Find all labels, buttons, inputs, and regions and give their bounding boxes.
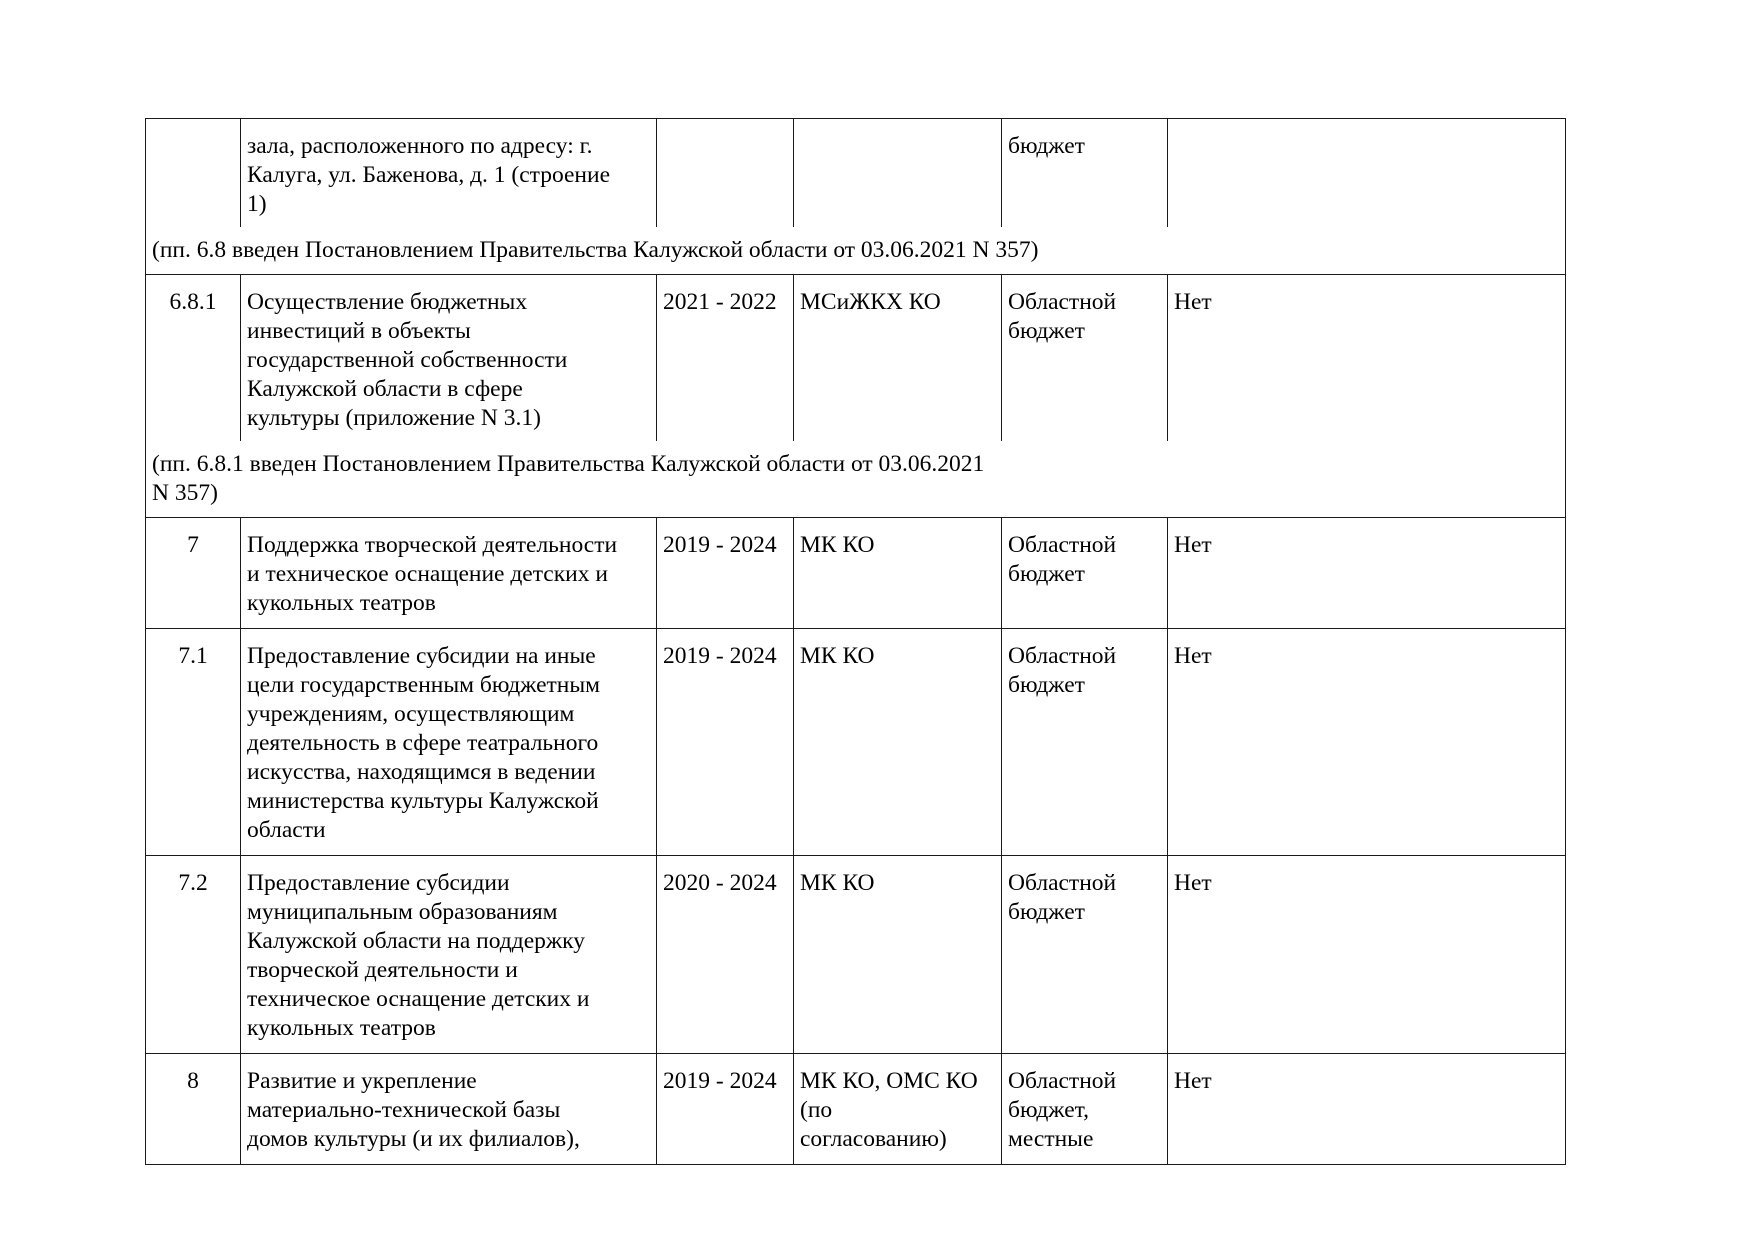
table-row — [146, 629, 1566, 856]
extra-column — [1168, 119, 1566, 228]
row-number: 6.8.1 — [146, 275, 241, 442]
extra-column: Нет — [1168, 1054, 1566, 1165]
period: 2019 - 2024 — [657, 1054, 794, 1165]
measure-name: Предоставление субсидии муниципальным образованиям Калужской области на поддержку творческой деятельности и техническое оснащение детских и кукольных театров — [241, 856, 657, 1054]
measure-name: Поддержка творческой деятельности и техническое оснащение детских и кукольных театров — [241, 518, 657, 629]
extra-column: Нет — [1168, 629, 1566, 856]
extra-column: Нет — [1168, 856, 1566, 1054]
table-row — [146, 856, 1566, 1054]
program-measures-table — [145, 118, 1566, 1165]
table-row — [146, 518, 1566, 629]
amendment-note-row — [146, 227, 1566, 275]
period: 2019 - 2024 — [657, 629, 794, 856]
measure-name: зала, расположенного по адресу: г. Калуга, ул. Баженова, д. 1 (строение 1) — [241, 119, 657, 228]
row-number: 7 — [146, 518, 241, 629]
amendment-note: (пп. 6.8 введен Постановлением Правительства Калужской области от 03.06.2021 N 357) — [146, 227, 1566, 275]
period — [657, 119, 794, 228]
row-number: 8 — [146, 1054, 241, 1165]
executor: МК КО — [794, 518, 1002, 629]
executor: МК КО — [794, 629, 1002, 856]
funding-source: Областной бюджет — [1002, 275, 1168, 442]
measure-name: Развитие и укрепление материально-технической базы домов культуры (и их филиалов), — [241, 1054, 657, 1165]
extra-column: Нет — [1168, 518, 1566, 629]
measure-name: Предоставление субсидии на иные цели государственным бюджетным учреждениям, осуществляющим деятельность в сфере театрального искусства, находящимся в ведении министерства культуры Калужской области — [241, 629, 657, 856]
executor: МСиЖКХ КО — [794, 275, 1002, 442]
funding-source: Областной бюджет — [1002, 518, 1168, 629]
executor: МК КО, ОМС КО (по согласованию) — [794, 1054, 1002, 1165]
executor — [794, 119, 1002, 228]
table-row — [146, 1054, 1566, 1165]
row-number: 7.2 — [146, 856, 241, 1054]
period: 2019 - 2024 — [657, 518, 794, 629]
row-number — [146, 119, 241, 228]
executor: МК КО — [794, 856, 1002, 1054]
period: 2020 - 2024 — [657, 856, 794, 1054]
amendment-note-row — [146, 441, 1566, 518]
row-number: 7.1 — [146, 629, 241, 856]
measure-name: Осуществление бюджетных инвестиций в объекты государственной собственности Калужской области в сфере культуры (приложение N 3.1) — [241, 275, 657, 442]
funding-source: Областной бюджет — [1002, 629, 1168, 856]
table-row — [146, 275, 1566, 442]
amendment-note: (пп. 6.8.1 введен Постановлением Правительства Калужской области от 03.06.2021 N 357) — [146, 441, 1566, 518]
funding-source: Областной бюджет, местные — [1002, 1054, 1168, 1165]
table-row — [146, 119, 1566, 228]
period: 2021 - 2022 — [657, 275, 794, 442]
funding-source: бюджет — [1002, 119, 1168, 228]
extra-column: Нет — [1168, 275, 1566, 442]
funding-source: Областной бюджет — [1002, 856, 1168, 1054]
